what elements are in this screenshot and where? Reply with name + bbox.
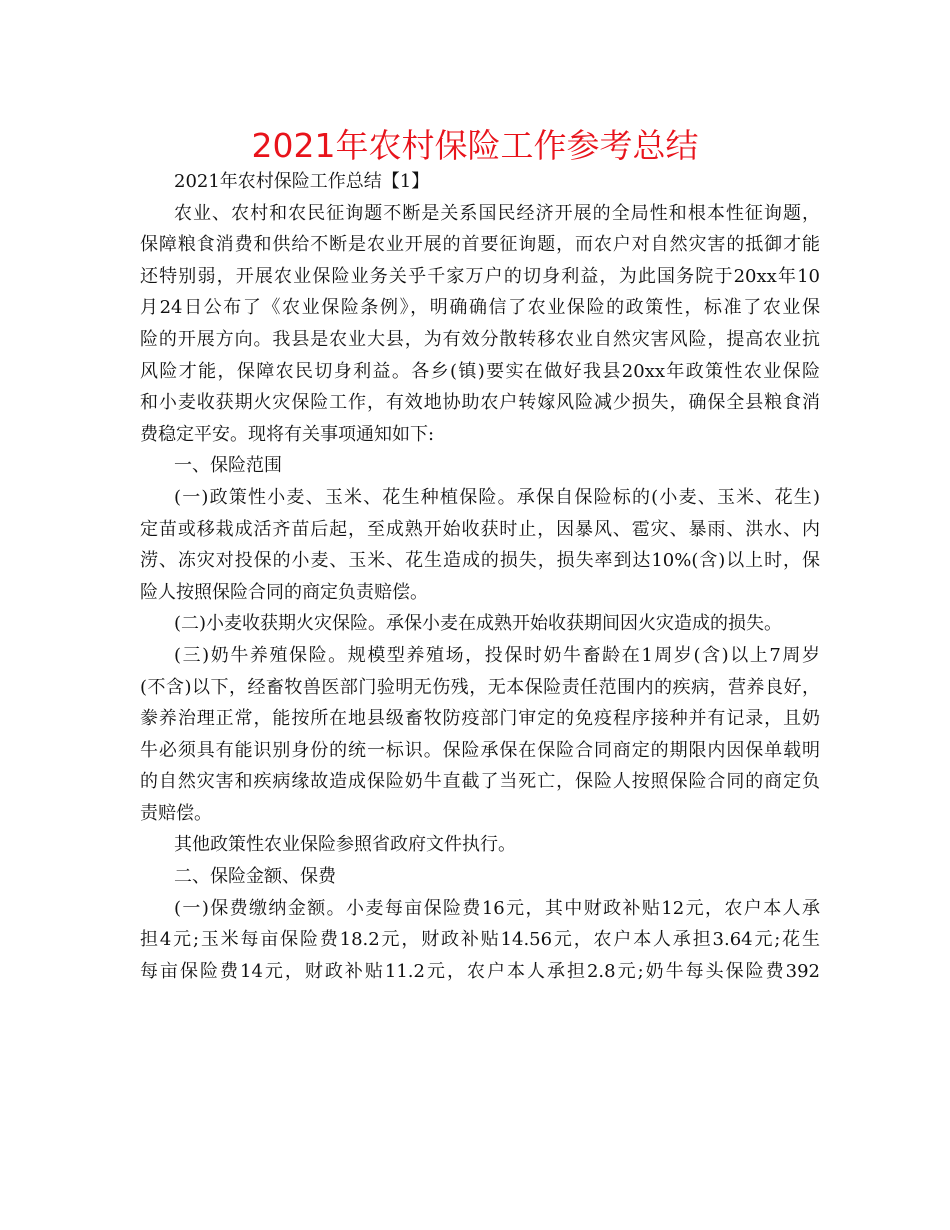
text-line: 其他政策性农业保险参照省政府文件执行。: [174, 834, 516, 856]
text-line: 定苗或移栽成活齐苗后起，至成熟开始收获时止，因暴风、雹灾、暴雨、洪水、内: [140, 518, 820, 540]
text-line: 费稳定平安。现将有关事项通知如下:: [140, 423, 435, 445]
text-line: 月24日公布了《农业保险条例》，明确确信了农业保险的政策性，标准了农业保: [140, 297, 820, 319]
text-line: 一、保险范围: [174, 455, 282, 477]
text-line: 豢养治理正常，能按所在地县级畜牧防疫部门审定的免疫程序接种并有记录，且奶: [140, 708, 820, 730]
document-body: [140, 166, 820, 987]
text-line: 涝、冻灾对投保的小麦、玉米、花生造成的损失，损失率到达10%(含)以上时，保: [140, 550, 820, 572]
text-line: 牛必须具有能识别身份的统一标识。保险承保在保险合同商定的期限内因保单载明: [140, 739, 820, 761]
text-line: 险的开展方向。我县是农业大县，为有效分散转移农业自然灾害风险，提高农业抗: [140, 328, 820, 350]
text-line: 的自然灾害和疾病缘故造成保险奶牛直截了当死亡，保险人按照保险合同的商定负: [140, 771, 820, 793]
text-line: 和小麦收获期火灾保险工作，有效地协助农户转嫁风险减少损失，确保全县粮食消: [140, 392, 820, 414]
text-line: 2021年农村保险工作总结【1】: [174, 171, 430, 192]
text-line: 险人按照保险合同的商定负责赔偿。: [140, 581, 428, 603]
text-line: 保障粮食消费和供给不断是农业开展的首要征询题，而农户对自然灾害的抵御才能: [140, 234, 820, 256]
document-title: 2021年农村保险工作参考总结: [251, 126, 699, 165]
text-line: 农业、农村和农民征询题不断是关系国民经济开展的全局性和根本性征询题，: [174, 202, 820, 224]
text-line: (不含)以下，经畜牧兽医部门验明无伤残，无本保险责任范围内的疾病，营养良好，: [140, 676, 820, 698]
text-line: (二)小麦收获期火灾保险。承保小麦在成熟开始收获期间因火灾造成的损失。: [174, 613, 783, 635]
text-line: (一)保费缴纳金额。小麦每亩保险费16元，其中财政补贴12元，农户本人承: [174, 897, 820, 919]
text-line: (一)政策性小麦、玉米、花生种植保险。承保自保险标的(小麦、玉米、花生): [174, 486, 820, 508]
text-line: 还特别弱，开展农业保险业务关乎千家万户的切身利益，为此国务院于20xx年10: [140, 265, 820, 287]
text-line: 担4元;玉米每亩保险费18.2元，财政补贴14.56元，农户本人承担3.64元;花生: [140, 929, 820, 951]
text-line: (三)奶牛养殖保险。规模型养殖场，投保时奶牛畜龄在1周岁(含)以上7周岁: [174, 644, 820, 666]
text-line: 责赔偿。: [140, 802, 212, 824]
text-line: 二、保险金额、保费: [174, 866, 336, 888]
text-line: 每亩保险费14元，财政补贴11.2元，农户本人承担2.8元;奶牛每头保险费392: [140, 960, 820, 982]
text-line: 风险才能，保障农民切身利益。各乡(镇)要实在做好我县20xx年政策性农业保险: [140, 360, 820, 382]
